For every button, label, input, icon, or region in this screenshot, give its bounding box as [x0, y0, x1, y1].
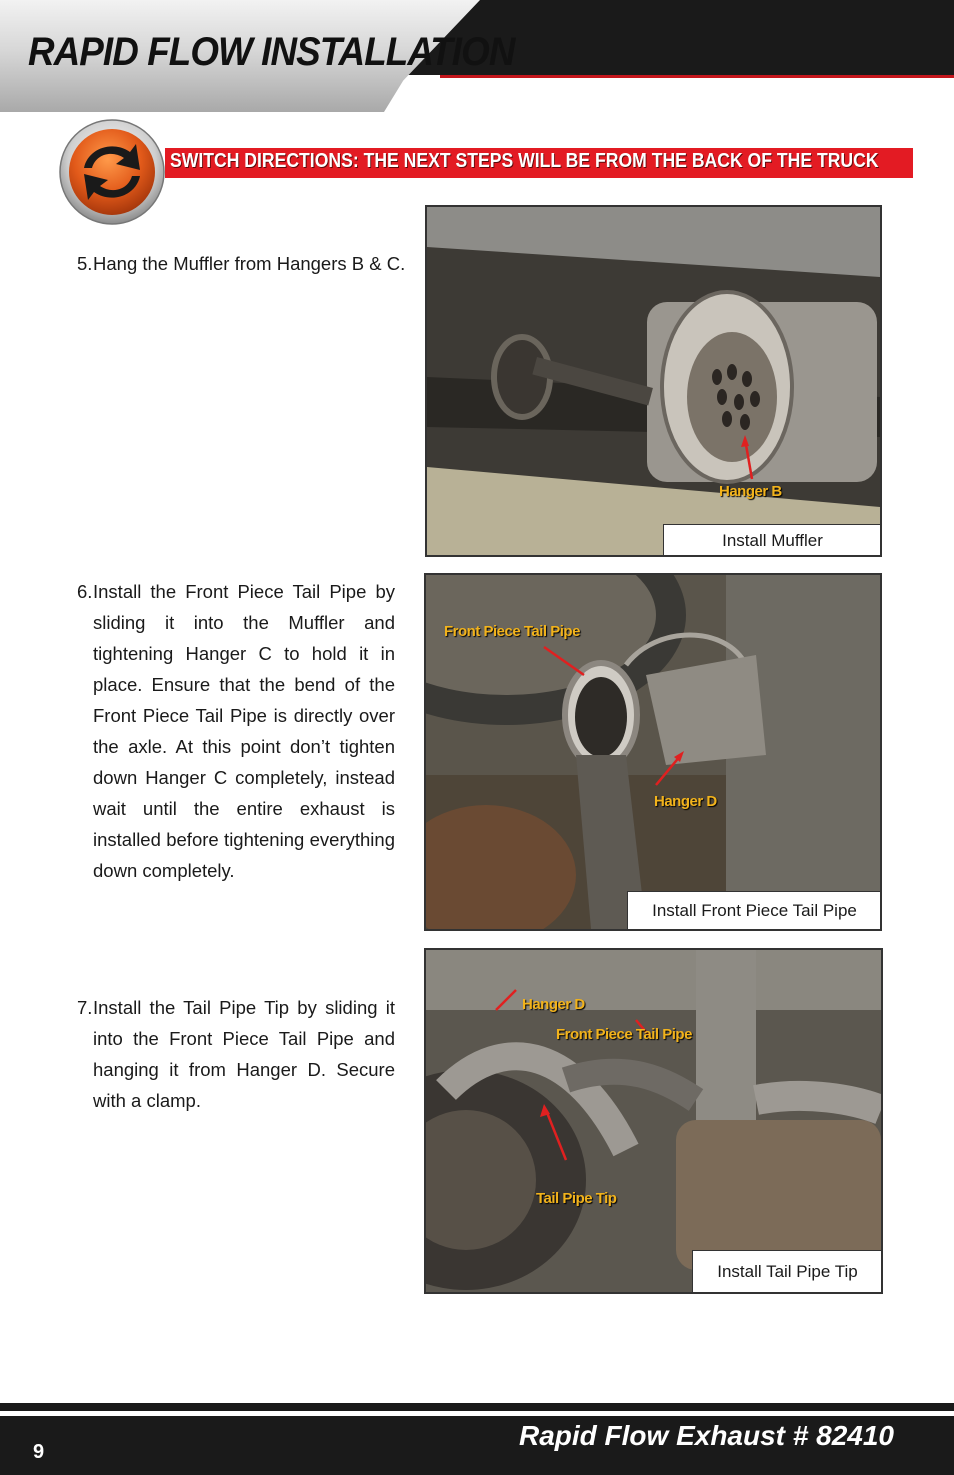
header-accent-line	[440, 75, 954, 78]
tail-pipe-tip-photo-illustration	[426, 950, 881, 1292]
callout-tail-pipe-tip: Tail Pipe Tip	[536, 1190, 617, 1207]
photo-caption: Install Front Piece Tail Pipe	[627, 891, 882, 931]
page-number: 9	[33, 1441, 45, 1463]
photo-install-front-piece-tail-pipe	[424, 573, 882, 931]
muffler-photo-illustration	[427, 207, 880, 555]
step-text: Install the Tail Pipe Tip by sliding it into the Front Piece Tail Pipe and hanging it from Hanger D. Secure with a clamp.	[93, 997, 395, 1111]
step-text: Install the Front Piece Tail Pipe by sliding it into the Muffler and tightening Hanger C to hold it in place. Ensure that the bend of the Front Piece Tail Pipe is directly over the axle. At this point don’t tighten down Hanger C completely, instead wait until the entire exhaust is installed before tightening everything down completely.	[93, 581, 395, 881]
photo-caption: Install Tail Pipe Tip	[692, 1250, 883, 1294]
footer-divider	[0, 1403, 954, 1411]
callout-front-piece-tail-pipe: Front Piece Tail Pipe	[556, 1026, 692, 1043]
callout-front-piece-tail-pipe: Front Piece Tail Pipe	[444, 623, 580, 640]
footer-title: Rapid Flow Exhaust # 82410	[518, 1420, 894, 1451]
step-number: 5.	[77, 253, 93, 274]
step-text: Hang the Muffler from Hangers B & C.	[93, 253, 406, 274]
page-title: RAPID FLOW INSTALLATION	[28, 30, 515, 74]
switch-directions-text: SWITCH DIRECTIONS: THE NEXT STEPS WILL BE FROM THE BACK OF THE TRUCK	[170, 150, 879, 172]
photo-caption: Install Muffler	[663, 524, 882, 557]
callout-hanger-b: Hanger B	[719, 483, 782, 500]
step-number: 7.	[77, 997, 93, 1018]
photo-install-tail-pipe-tip	[424, 948, 883, 1294]
step-number: 6.	[77, 581, 93, 602]
callout-hanger-d: Hanger D	[654, 793, 717, 810]
switch-direction-icon	[58, 118, 166, 226]
photo-install-muffler	[425, 205, 882, 557]
callout-hanger-d: Hanger D	[522, 996, 585, 1013]
